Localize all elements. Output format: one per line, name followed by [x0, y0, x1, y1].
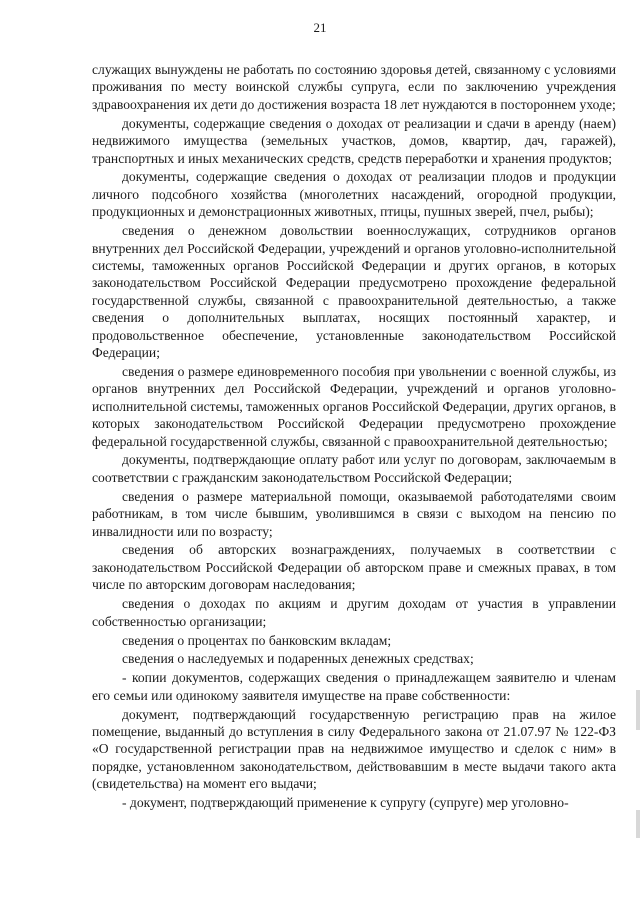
- paragraph: сведения о доходах по акциям и другим доходам от участия в управлении собственностью организации;: [92, 596, 616, 629]
- paragraph: сведения о наследуемых и подаренных денежных средствах;: [122, 651, 474, 667]
- paragraph: сведения о денежном довольствии военнослужащих, сотрудников органов внутренних дел Российской Федерации, учреждений и органов уголовно-исполнительной системы, таможенных органов Российской Федерации и других органов, в которых законодательством Российской Федерации предусмотрено прохождение федеральной государственной службы, связанной с правоохранительной деятельностью, а также сведения о дополнительных выплатах, носящих постоянный характер, и продовольственное обеспечение, установленные законодательством Российской Федерации;: [92, 223, 616, 360]
- paragraph: - копии документов, содержащих сведения о принадлежащем заявителю и членам его семьи или одинокому заявителя имуществе на праве собственности:: [92, 670, 616, 703]
- paragraph: документы, подтверждающие оплату работ или услуг по договорам, заключаемым в соответствии с гражданским законодательством Российской Федерации;: [92, 452, 616, 485]
- paragraph: - документ, подтверждающий применение к супругу (супруге) мер уголовно-: [122, 795, 569, 811]
- paragraph: документ, подтверждающий государственную регистрацию прав на жилое помещение, выданный до вступления в силу Федерального закона от 21.07.97 № 122-ФЗ «О государственной регистрации прав на недвижимое имущество и сделок с ним» в порядке, установленном законодательством, действовавшим в месте выдачи такого акта (свидетельства) на момент его выдачи;: [92, 706, 616, 792]
- document-body: [92, 61, 616, 813]
- paragraph: сведения о размере единовременного пособия при увольнении с военной службы, из органов внутренних дел Российской Федерации, учреждений и органов уголовно-исполнительной системы, таможенных органов Российской Федерации, других органов, в которых законодательством Российской Федерации предусмотрено прохождение федеральной государственной службы, связанной с правоохранительной деятельностью;: [92, 363, 616, 449]
- scan-edge-mark: [636, 690, 640, 730]
- paragraph: сведения о процентах по банковским вкладам;: [122, 632, 392, 648]
- page-number: 21: [313, 20, 327, 35]
- paragraph: сведения об авторских вознаграждениях, получаемых в соответствии с законодательством Российской Федерации об авторском праве и смежных правах, в том числе по авторским договорам наследования;: [92, 542, 616, 593]
- paragraph: документы, содержащие сведения о доходах от реализации и сдачи в аренду (наем) недвижимого имущества (земельных участков, домов, квартир, дач, гаражей), транспортных и иных механических средств, средств переработки и хранения продуктов;: [92, 115, 616, 166]
- paragraph-continuation: служащих вынуждены не работать по состоянию здоровья детей, связанному с условиями проживания по месту воинской службы супруга, если по заключению учреждения здравоохранения их дети до достижения возраста 18 лет нуждаются в постороннем уходе;: [92, 62, 616, 112]
- paragraph: документы, содержащие сведения о доходах от реализации плодов и продукции личного подсобного хозяйства (многолетних насаждений, огородной продукции, продукционных и демонстрационных животных, птицы, пушных зверей, пчел, рыбы);: [92, 169, 616, 220]
- scan-edge-mark: [636, 810, 640, 838]
- paragraph: сведения о размере материальной помощи, оказываемой работодателями своим работникам, в том числе бывшим, уволившимся в связи с выходом на пенсию по инвалидности или по возрасту;: [92, 488, 616, 539]
